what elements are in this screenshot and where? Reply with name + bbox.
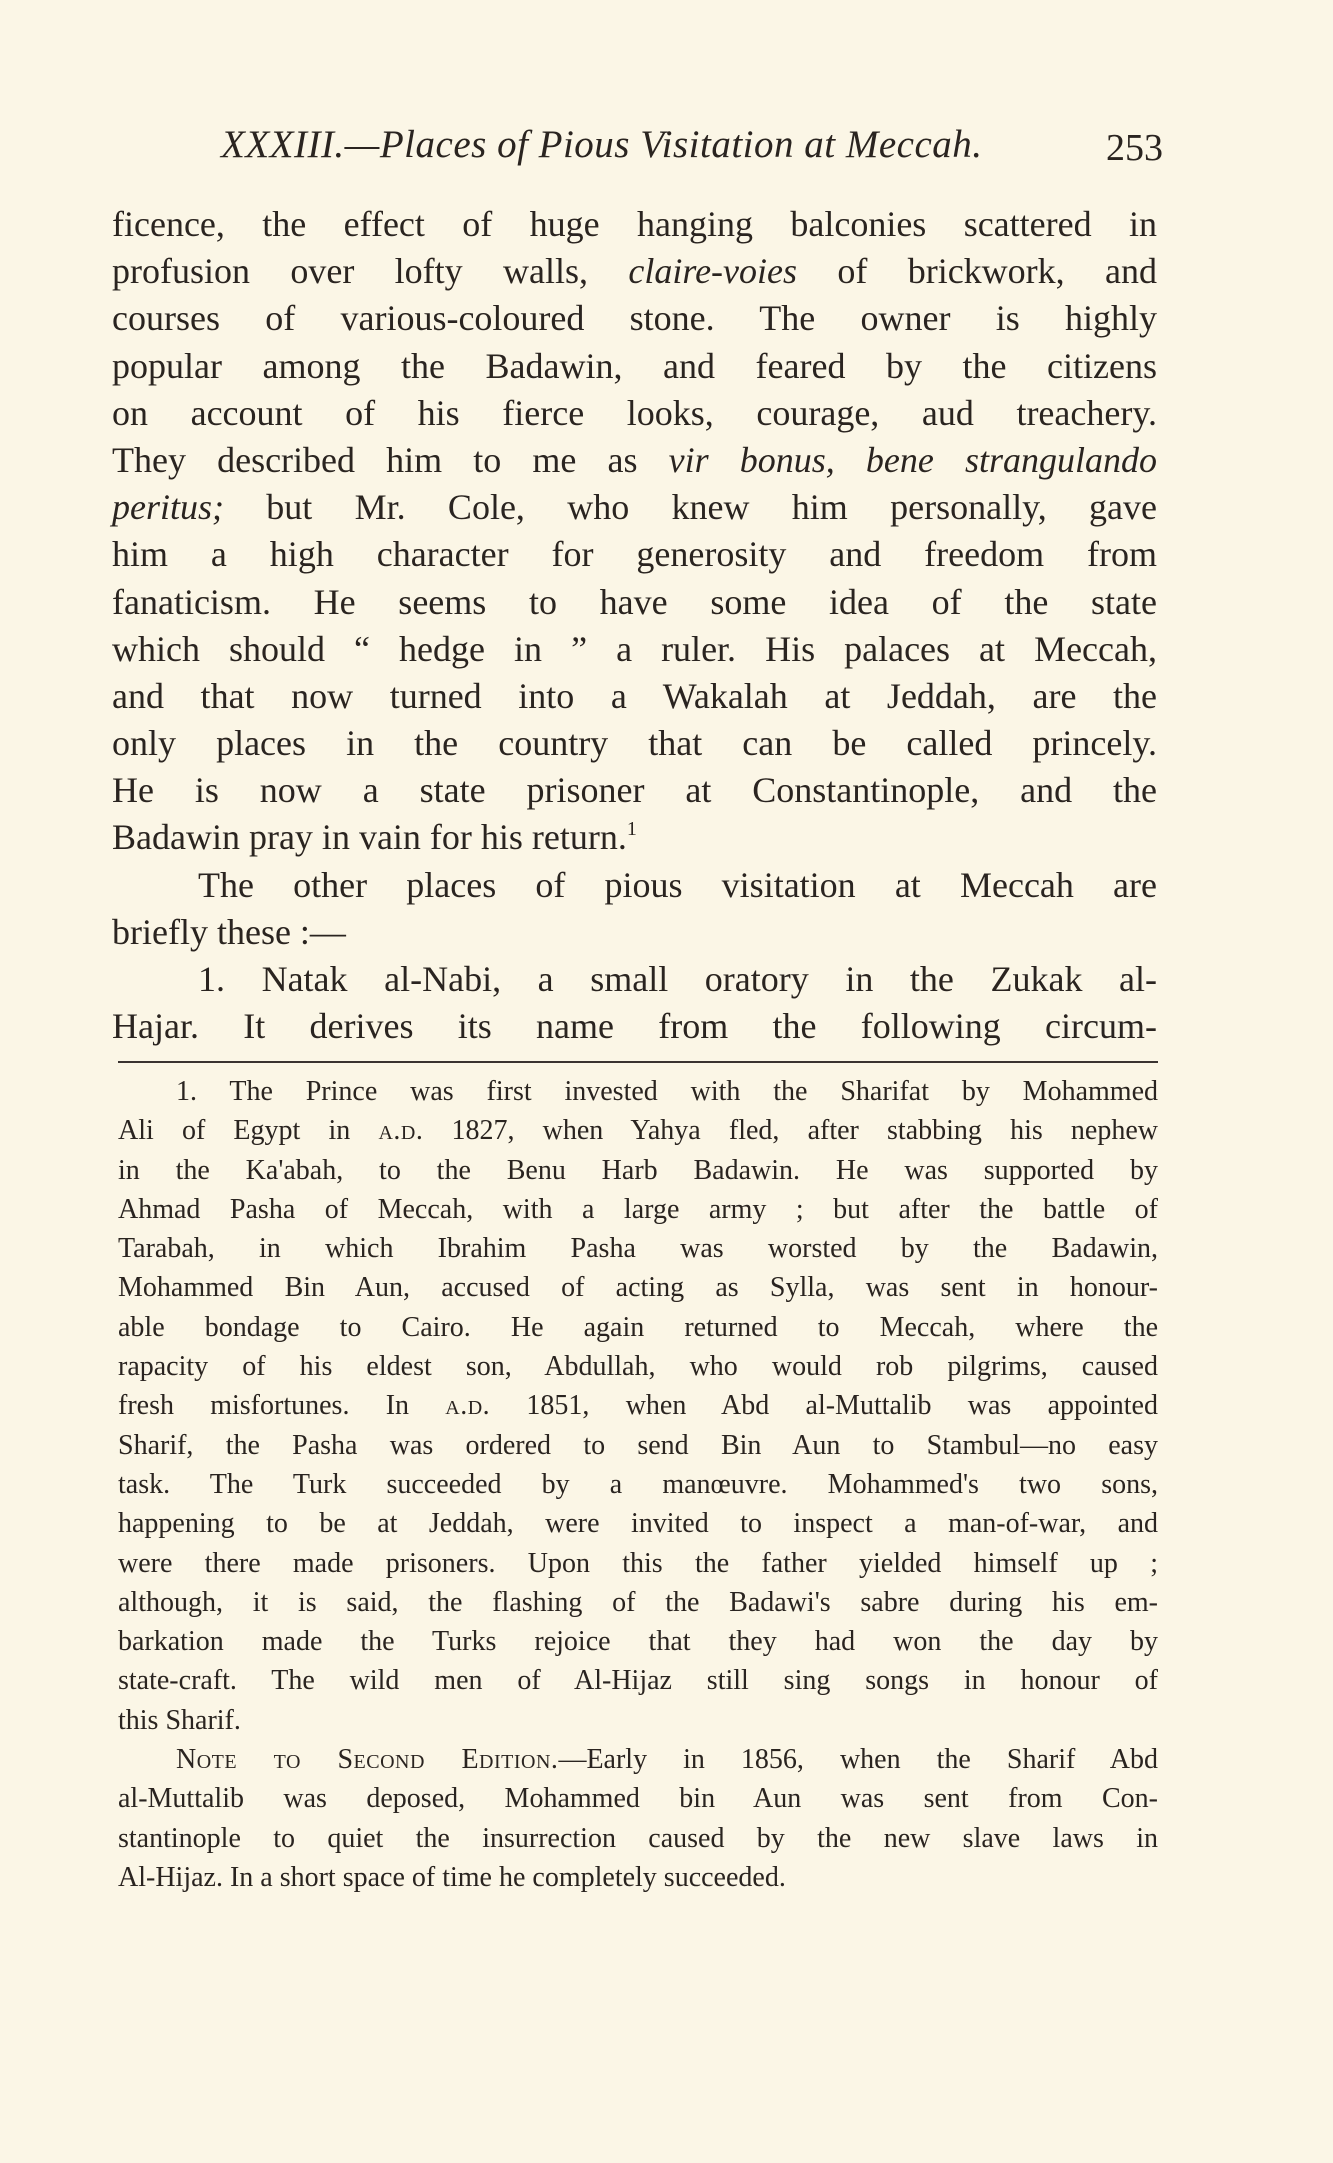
body-line: They described him to me as vir bonus, bene strangulando	[112, 439, 1157, 480]
footnote-line: this Sharif.	[118, 1704, 241, 1736]
body-line: Hajar. It derives its name from the following circum-	[112, 1006, 1157, 1047]
body-line: peritus; but Mr. Cole, who knew him personally, gave	[112, 487, 1157, 528]
body-line: and that now turned into a Wakalah at Jeddah, are the	[112, 675, 1157, 716]
body-line: Badawin pray in vain for his return.$^1$	[112, 817, 637, 858]
running-head	[118, 122, 1163, 182]
footnote-line: were there made prisoners. Upon this the father yielded himself up ;	[118, 1547, 1158, 1579]
body-line: profusion over lofty walls, claire-voies of brickwork, and	[112, 251, 1158, 292]
footnotes	[118, 1072, 1158, 1897]
footnote-line: rapacity of his eldest son, Abdullah, who would rob pilgrims, caused	[118, 1351, 1158, 1383]
footnote-line: in the Ka'abah, to the Benu Harb Badawin. He was supported by	[118, 1154, 1158, 1186]
body-line: only places in the country that can be called princely.	[112, 723, 1157, 764]
body-line: popular among the Badawin, and feared by the citizens	[112, 345, 1157, 386]
body-text	[112, 201, 1157, 1050]
body-line: The other places of pious visitation at Meccah are	[198, 864, 1157, 905]
body-line: briefly these :—	[112, 911, 346, 952]
footnote-line: Al-Hijaz. In a short space of time he completely succeeded.	[118, 1861, 786, 1893]
note-heading: Note to Second Edition.	[176, 1744, 559, 1776]
footnote-reference: 1	[626, 818, 637, 841]
body-line: ficence, the effect of huge hanging balconies scattered in	[112, 204, 1157, 244]
body-line: him a high character for generosity and freedom from	[112, 534, 1157, 575]
footnote-line: Ahmad Pasha of Meccah, with a large army ; but after the battle of	[118, 1193, 1158, 1225]
body-line: courses of various-coloured stone. The owner is highly	[112, 298, 1157, 339]
footnote-line: al-Muttalib was deposed, Mohammed bin Aun was sent from Con-	[118, 1783, 1158, 1815]
body-line: on account of his fierce looks, courage, aud treachery.	[112, 392, 1157, 433]
footnote-line: stantinople to quiet the insurrection caused by the new slave laws in	[118, 1822, 1158, 1854]
footnote-line: state-craft. The wild men of Al-Hijaz still sing songs in honour of	[118, 1665, 1158, 1697]
footnote-line: although, it is said, the flashing of the Badawi's sabre during his em-	[118, 1586, 1158, 1618]
footnote-line: Note to Second Edition.—Early in 1856, when the Sharif Abd	[176, 1744, 1159, 1776]
footnote-line: Ali of Egypt in a.d. 1827, when Yahya fled, after stabbing his nephew	[118, 1115, 1158, 1147]
body-line: He is now a state prisoner at Constantinople, and the	[112, 770, 1157, 811]
footnote-line: Sharif, the Pasha was ordered to send Bin Aun to Stambul—no easy	[118, 1429, 1158, 1461]
footnote-line: Tarabah, in which Ibrahim Pasha was worsted by the Badawin,	[118, 1233, 1158, 1265]
body-line: 1. Natak al-Nabi, a small oratory in the Zukak al-	[198, 959, 1157, 999]
footnote-rule	[118, 1061, 1158, 1063]
footnote-line: fresh misfortunes. In a.d. 1851, when Abd al-Muttalib was appointed	[118, 1390, 1158, 1422]
footnote-line: 1. The Prince was first invested with the Sharifat by Mohammed	[176, 1076, 1158, 1107]
body-line: which should “ hedge in ” a ruler. His palaces at Meccah,	[112, 628, 1157, 669]
footnote-line: happening to be at Jeddah, were invited to inspect a man-of-war, and	[118, 1508, 1158, 1540]
body-line: fanaticism. He seems to have some idea of the state	[112, 581, 1157, 622]
running-title: XXXIII.—Places of Pious Visitation at Meccah.	[221, 123, 983, 166]
page-number: 253	[1106, 127, 1163, 169]
footnote-line: barkation made the Turks rejoice that they had won the day by	[118, 1626, 1158, 1658]
footnote-line: task. The Turk succeeded by a manœuvre. Mohammed's two sons,	[118, 1468, 1158, 1500]
footnote-line: able bondage to Cairo. He again returned to Meccah, where the	[118, 1311, 1158, 1343]
footnote-line: Mohammed Bin Aun, accused of acting as Sylla, was sent in honour-	[118, 1272, 1158, 1304]
